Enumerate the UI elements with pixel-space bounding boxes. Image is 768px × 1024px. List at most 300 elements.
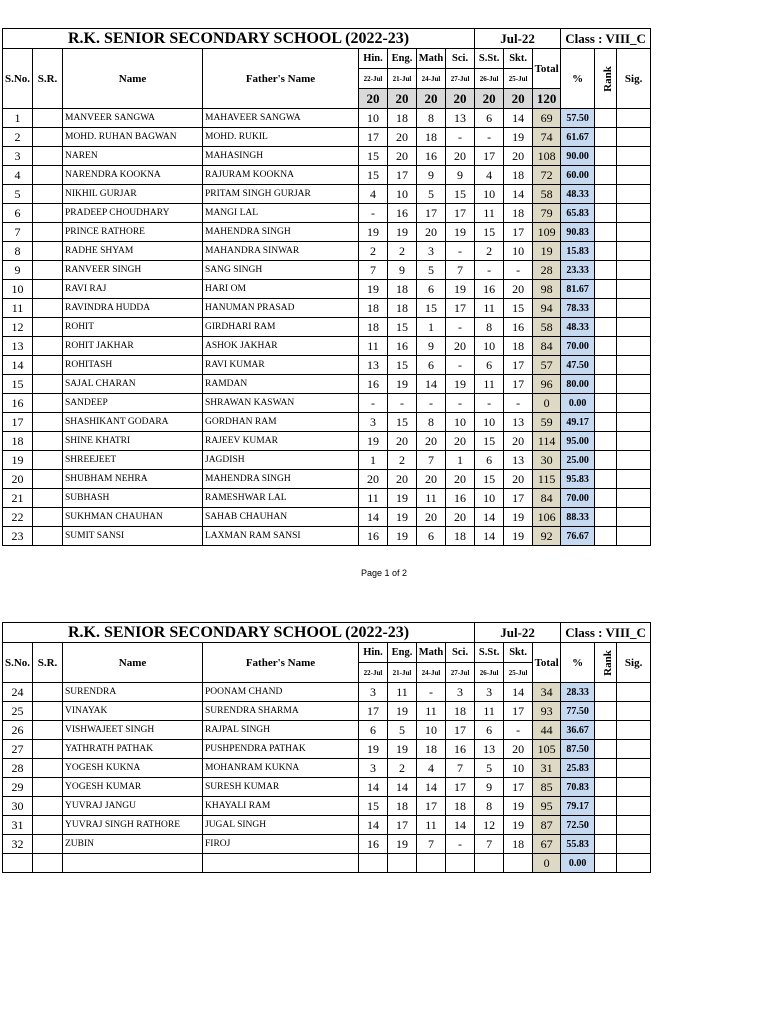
percentage: 87.50: [561, 740, 595, 759]
total-marks: 0: [533, 854, 561, 873]
subject-mark: 20: [504, 147, 533, 166]
total-marks: 98: [533, 280, 561, 299]
subject-mark: 14: [417, 375, 446, 394]
serial-number: 19: [3, 451, 33, 470]
percentage: 70.00: [561, 489, 595, 508]
table-row: [3, 318, 651, 337]
subject-mark: 20: [388, 128, 417, 147]
subject-mark: 14: [504, 185, 533, 204]
subject-mark: 18: [417, 128, 446, 147]
subject-header: Math: [417, 49, 446, 69]
percentage: 88.33: [561, 508, 595, 527]
rank-cell: [595, 299, 617, 318]
percentage: 70.83: [561, 778, 595, 797]
percentage: 61.67: [561, 128, 595, 147]
table-row: [3, 508, 651, 527]
table-row: [3, 702, 651, 721]
father-name: MOHD. RUKIL: [203, 128, 359, 147]
student-name: SANDEEP: [63, 394, 203, 413]
sr-cell: [33, 394, 63, 413]
sr-cell: [33, 147, 63, 166]
table-row: [3, 527, 651, 546]
exam-date: 27-Jul: [446, 69, 475, 89]
subject-mark: 20: [417, 223, 446, 242]
total-marks: 105: [533, 740, 561, 759]
rank-cell: [595, 432, 617, 451]
subject-mark: 19: [359, 432, 388, 451]
rank-cell: [595, 508, 617, 527]
father-name: PRITAM SINGH GURJAR: [203, 185, 359, 204]
subject-mark: 5: [417, 185, 446, 204]
subject-mark: 10: [475, 185, 504, 204]
subject-mark: 18: [504, 835, 533, 854]
subject-mark: 17: [359, 128, 388, 147]
table-row: [3, 280, 651, 299]
sr-cell: [33, 337, 63, 356]
student-name: RAVI RAJ: [63, 280, 203, 299]
serial-number: 29: [3, 778, 33, 797]
max-marks: 20: [417, 89, 446, 109]
subject-mark: -: [417, 683, 446, 702]
student-name: ROHITASH: [63, 356, 203, 375]
table-row: [3, 432, 651, 451]
class-label: Class : VIII_C: [561, 623, 651, 643]
subject-mark: 11: [475, 702, 504, 721]
sr-cell: [33, 223, 63, 242]
signature-cell: [617, 337, 651, 356]
subject-mark: 17: [504, 375, 533, 394]
father-name: JUGAL SINGH: [203, 816, 359, 835]
name-header: Name: [63, 643, 203, 683]
subject-mark: 16: [446, 740, 475, 759]
father-name: MAHENDRA SINGH: [203, 223, 359, 242]
school-title: R.K. SENIOR SECONDARY SCHOOL (2022-23): [3, 29, 475, 49]
subject-header: Eng.: [388, 49, 417, 69]
subject-mark: -: [359, 394, 388, 413]
student-name: PRINCE RATHORE: [63, 223, 203, 242]
subject-mark: [417, 854, 446, 873]
sr-cell: [33, 721, 63, 740]
subject-mark: 1: [417, 318, 446, 337]
table-row: [3, 778, 651, 797]
subject-mark: 8: [475, 318, 504, 337]
student-name: SUMIT SANSI: [63, 527, 203, 546]
table-row: [3, 299, 651, 318]
serial-number: 20: [3, 470, 33, 489]
subject-mark: 11: [475, 204, 504, 223]
subject-header: Sci.: [446, 49, 475, 69]
exam-date: 22-Jul: [359, 69, 388, 89]
total-marks: 31: [533, 759, 561, 778]
sr-cell: [33, 242, 63, 261]
subject-mark: 20: [446, 147, 475, 166]
rank-cell: [595, 683, 617, 702]
percentage: 95.00: [561, 432, 595, 451]
subject-mark: 16: [504, 318, 533, 337]
total-marks: 85: [533, 778, 561, 797]
signature-cell: [617, 280, 651, 299]
percent-header: %: [561, 643, 595, 683]
school-title: R.K. SENIOR SECONDARY SCHOOL (2022-23): [3, 623, 475, 643]
serial-number: 12: [3, 318, 33, 337]
subject-mark: 18: [388, 299, 417, 318]
subject-mark: 6: [359, 721, 388, 740]
subject-mark: 19: [504, 508, 533, 527]
subject-mark: 6: [417, 280, 446, 299]
subject-mark: -: [475, 261, 504, 280]
sr-header: S.R.: [33, 49, 63, 109]
max-total: 120: [533, 89, 561, 109]
student-name: [63, 854, 203, 873]
student-name: VINAYAK: [63, 702, 203, 721]
rank-cell: [595, 759, 617, 778]
subject-mark: 11: [475, 299, 504, 318]
signature-cell: [617, 740, 651, 759]
table-row: [3, 185, 651, 204]
subject-mark: 20: [504, 280, 533, 299]
serial-number: 13: [3, 337, 33, 356]
father-name: KHAYALI RAM: [203, 797, 359, 816]
subject-mark: 19: [504, 128, 533, 147]
subject-mark: 1: [359, 451, 388, 470]
subject-mark: 10: [475, 337, 504, 356]
father-name: MAHANDRA SINWAR: [203, 242, 359, 261]
subject-mark: 15: [475, 223, 504, 242]
signature-cell: [617, 702, 651, 721]
subject-mark: [446, 854, 475, 873]
sr-cell: [33, 109, 63, 128]
subject-mark: 2: [388, 451, 417, 470]
subject-mark: 20: [446, 337, 475, 356]
subject-mark: 17: [504, 778, 533, 797]
sr-cell: [33, 299, 63, 318]
sr-cell: [33, 432, 63, 451]
serial-number: 4: [3, 166, 33, 185]
subject-mark: 20: [417, 470, 446, 489]
signature-cell: [617, 185, 651, 204]
total-marks: 30: [533, 451, 561, 470]
rank-cell: [595, 223, 617, 242]
rank-cell: [595, 721, 617, 740]
subject-mark: 2: [475, 242, 504, 261]
subject-mark: 18: [446, 797, 475, 816]
page-number: Page 1 of 2: [360, 568, 408, 578]
subject-mark: 14: [504, 683, 533, 702]
table-row: [3, 797, 651, 816]
percentage: 81.67: [561, 280, 595, 299]
total-marks: 0: [533, 394, 561, 413]
subject-mark: 3: [359, 759, 388, 778]
signature-cell: [617, 451, 651, 470]
table-row: [3, 261, 651, 280]
subject-mark: -: [446, 394, 475, 413]
percent-header: %: [561, 49, 595, 109]
subject-mark: 15: [388, 318, 417, 337]
subject-mark: 10: [446, 413, 475, 432]
serial-number: 25: [3, 702, 33, 721]
rank-cell: [595, 778, 617, 797]
total-marks: 108: [533, 147, 561, 166]
signature-cell: [617, 683, 651, 702]
table-row: [3, 835, 651, 854]
subject-mark: 10: [504, 759, 533, 778]
subject-mark: 8: [417, 109, 446, 128]
total-marks: 19: [533, 242, 561, 261]
serial-number: 15: [3, 375, 33, 394]
signature-cell: [617, 413, 651, 432]
father-name: [203, 854, 359, 873]
sr-cell: [33, 854, 63, 873]
subject-mark: 16: [475, 280, 504, 299]
table-row: [3, 204, 651, 223]
percentage: 78.33: [561, 299, 595, 318]
rank-cell: [595, 185, 617, 204]
father-name: SHRAWAN KASWAN: [203, 394, 359, 413]
subject-header: S.St.: [475, 643, 504, 663]
student-name: SHREEJEET: [63, 451, 203, 470]
percentage: 48.33: [561, 318, 595, 337]
student-name: RAVINDRA HUDDA: [63, 299, 203, 318]
subject-mark: -: [446, 128, 475, 147]
signature-header: Sig.: [617, 643, 651, 683]
total-marks: 109: [533, 223, 561, 242]
subject-mark: 18: [359, 299, 388, 318]
sr-cell: [33, 280, 63, 299]
subject-mark: 10: [475, 413, 504, 432]
subject-mark: 6: [417, 527, 446, 546]
sno-header: S.No.: [3, 643, 33, 683]
table-row: [3, 394, 651, 413]
percentage: 49.17: [561, 413, 595, 432]
signature-cell: [617, 508, 651, 527]
table-row: [3, 854, 651, 873]
signature-cell: [617, 816, 651, 835]
total-marks: 115: [533, 470, 561, 489]
exam-date: 22-Jul: [359, 663, 388, 683]
student-name: ROHIT JAKHAR: [63, 337, 203, 356]
month-label: Jul-22: [475, 623, 561, 643]
father-name: HANUMAN PRASAD: [203, 299, 359, 318]
subject-mark: 14: [359, 508, 388, 527]
subject-mark: 6: [475, 356, 504, 375]
exam-date: 21-Jul: [388, 663, 417, 683]
subject-mark: 19: [388, 702, 417, 721]
sr-cell: [33, 683, 63, 702]
sr-header: S.R.: [33, 643, 63, 683]
father-name: LAXMAN RAM SANSI: [203, 527, 359, 546]
rank-cell: [595, 356, 617, 375]
subject-mark: 16: [446, 489, 475, 508]
rank-cell: [595, 261, 617, 280]
class-label: Class : VIII_C: [561, 29, 651, 49]
subject-mark: 20: [417, 508, 446, 527]
rank-cell: [595, 470, 617, 489]
serial-number: [3, 854, 33, 873]
max-marks: 20: [504, 89, 533, 109]
table-row: [3, 470, 651, 489]
signature-cell: [617, 489, 651, 508]
table-row: [3, 683, 651, 702]
rank-cell: [595, 854, 617, 873]
sr-cell: [33, 489, 63, 508]
subject-mark: 8: [475, 797, 504, 816]
signature-cell: [617, 128, 651, 147]
percentage: 95.83: [561, 470, 595, 489]
subject-mark: 5: [388, 721, 417, 740]
percentage: 15.83: [561, 242, 595, 261]
percentage: 90.83: [561, 223, 595, 242]
table-row: [3, 489, 651, 508]
subject-mark: 2: [388, 242, 417, 261]
subject-mark: 19: [504, 816, 533, 835]
signature-cell: [617, 759, 651, 778]
subject-mark: 15: [388, 356, 417, 375]
table-row: [3, 242, 651, 261]
subject-mark: 9: [417, 166, 446, 185]
serial-number: 6: [3, 204, 33, 223]
subject-mark: 15: [475, 470, 504, 489]
subject-mark: 4: [475, 166, 504, 185]
serial-number: 16: [3, 394, 33, 413]
subject-mark: 18: [446, 527, 475, 546]
student-name: MANVEER SANGWA: [63, 109, 203, 128]
table-row: [3, 337, 651, 356]
subject-mark: -: [446, 835, 475, 854]
subject-mark: -: [446, 356, 475, 375]
signature-cell: [617, 299, 651, 318]
total-marks: 79: [533, 204, 561, 223]
rank-cell: [595, 394, 617, 413]
signature-cell: [617, 147, 651, 166]
subject-mark: 16: [388, 204, 417, 223]
student-name: ZUBIN: [63, 835, 203, 854]
sr-cell: [33, 375, 63, 394]
subject-mark: -: [417, 394, 446, 413]
serial-number: 3: [3, 147, 33, 166]
percentage: 0.00: [561, 854, 595, 873]
rank-cell: [595, 797, 617, 816]
subject-mark: 9: [446, 166, 475, 185]
signature-cell: [617, 261, 651, 280]
student-name: NARENDRA KOOKNA: [63, 166, 203, 185]
subject-mark: 20: [446, 508, 475, 527]
sr-cell: [33, 835, 63, 854]
father-name: RAMESHWAR LAL: [203, 489, 359, 508]
rank-cell: [595, 451, 617, 470]
total-marks: 57: [533, 356, 561, 375]
signature-cell: [617, 394, 651, 413]
subject-header: Hin.: [359, 49, 388, 69]
subject-mark: 19: [388, 375, 417, 394]
student-name: SHUBHAM NEHRA: [63, 470, 203, 489]
sr-cell: [33, 356, 63, 375]
subject-mark: -: [504, 394, 533, 413]
total-marks: 44: [533, 721, 561, 740]
subject-mark: 13: [446, 109, 475, 128]
rank-cell: [595, 204, 617, 223]
marks-table-page-1: [2, 28, 651, 546]
subject-mark: 18: [388, 797, 417, 816]
total-marks: 59: [533, 413, 561, 432]
subject-mark: 17: [504, 702, 533, 721]
father-name: JAGDISH: [203, 451, 359, 470]
total-marks: 96: [533, 375, 561, 394]
rank-cell: [595, 337, 617, 356]
sr-cell: [33, 527, 63, 546]
subject-mark: 17: [388, 816, 417, 835]
subject-mark: 14: [446, 816, 475, 835]
student-name: SAJAL CHARAN: [63, 375, 203, 394]
exam-date: 27-Jul: [446, 663, 475, 683]
subject-mark: -: [475, 128, 504, 147]
subject-mark: 17: [359, 702, 388, 721]
subject-mark: 15: [417, 299, 446, 318]
total-marks: 28: [533, 261, 561, 280]
subject-mark: -: [446, 242, 475, 261]
subject-mark: 19: [359, 280, 388, 299]
percentage: 90.00: [561, 147, 595, 166]
father-name: GIRDHARI RAM: [203, 318, 359, 337]
serial-number: 30: [3, 797, 33, 816]
signature-cell: [617, 356, 651, 375]
father-name: SAHAB CHAUHAN: [203, 508, 359, 527]
table-row: [3, 109, 651, 128]
max-marks: 20: [475, 89, 504, 109]
rank-cell: [595, 166, 617, 185]
total-header: Total: [533, 643, 561, 683]
subject-mark: 11: [388, 683, 417, 702]
subject-mark: 6: [475, 721, 504, 740]
total-marks: 58: [533, 185, 561, 204]
sno-header: S.No.: [3, 49, 33, 109]
student-name: ROHIT: [63, 318, 203, 337]
subject-header: Eng.: [388, 643, 417, 663]
subject-mark: 16: [359, 527, 388, 546]
subject-mark: 3: [359, 683, 388, 702]
subject-mark: -: [504, 721, 533, 740]
table-row: [3, 375, 651, 394]
serial-number: 31: [3, 816, 33, 835]
subject-mark: 20: [504, 470, 533, 489]
rank-cell: [595, 413, 617, 432]
subject-mark: 2: [359, 242, 388, 261]
subject-mark: 4: [359, 185, 388, 204]
subject-mark: 18: [504, 337, 533, 356]
signature-header: Sig.: [617, 49, 651, 109]
sr-cell: [33, 128, 63, 147]
subject-mark: 7: [417, 835, 446, 854]
sr-cell: [33, 470, 63, 489]
subject-mark: 15: [504, 299, 533, 318]
table-row: [3, 721, 651, 740]
father-name: FIROJ: [203, 835, 359, 854]
rank-cell: [595, 280, 617, 299]
subject-mark: 16: [388, 337, 417, 356]
serial-number: 2: [3, 128, 33, 147]
father-name: RAJURAM KOOKNA: [203, 166, 359, 185]
subject-header: Math: [417, 643, 446, 663]
sr-cell: [33, 185, 63, 204]
subject-mark: 20: [388, 147, 417, 166]
serial-number: 10: [3, 280, 33, 299]
serial-number: 17: [3, 413, 33, 432]
percentage: 79.17: [561, 797, 595, 816]
subject-mark: 13: [359, 356, 388, 375]
exam-date: 24-Jul: [417, 69, 446, 89]
father-name: RAJPAL SINGH: [203, 721, 359, 740]
father-name-header: Father's Name: [203, 643, 359, 683]
subject-mark: 10: [359, 109, 388, 128]
